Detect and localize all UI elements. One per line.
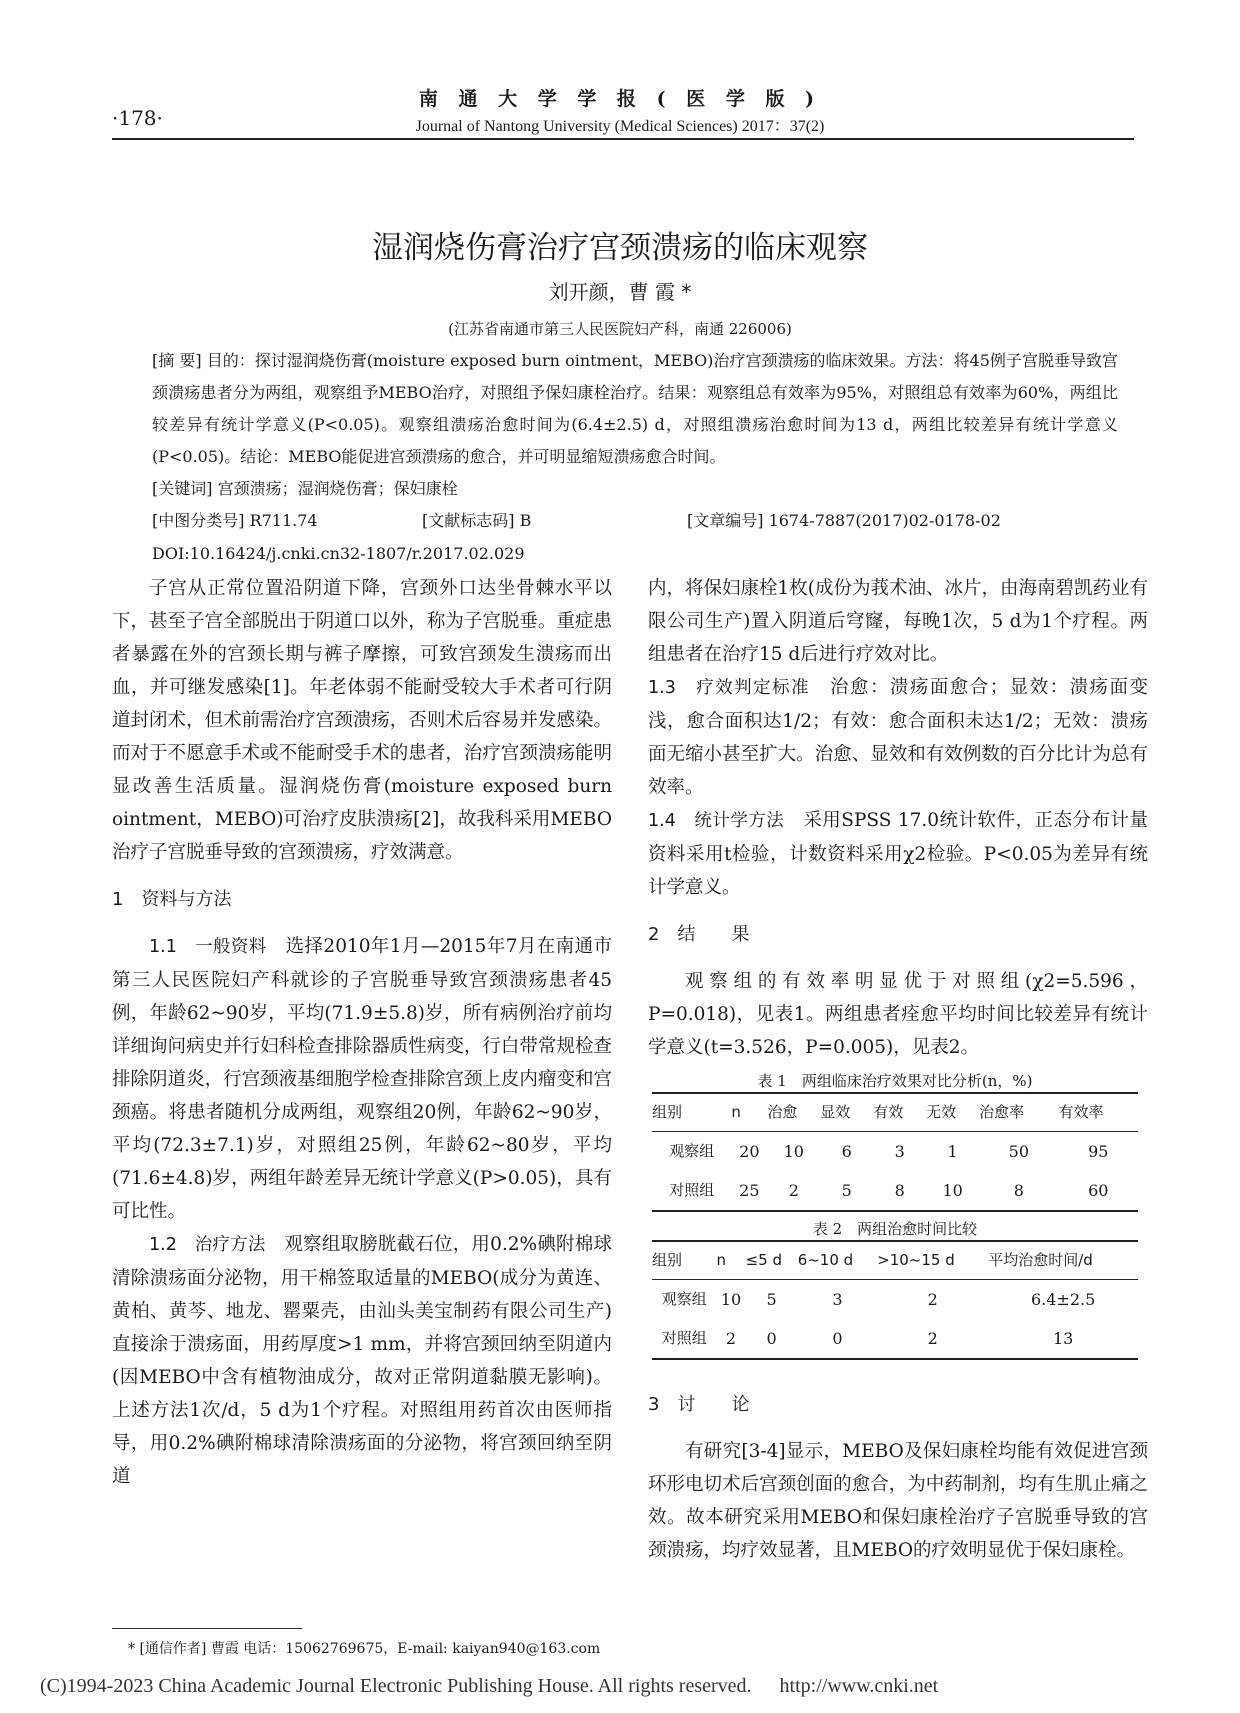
section-1-heading: 1 资料与方法 xyxy=(112,889,232,910)
table1-header-4: 有效 xyxy=(873,1093,926,1132)
section-2-heading: 2 结 果 xyxy=(648,924,750,945)
table1-cell: 25 xyxy=(731,1171,767,1211)
section-1-1-text: 选择2010年1月—2015年7月在南通市第三人民医院妇产科就诊的子宫脱垂导致宫颈溃疡患者45例，年龄62~90岁，平均(71.9±5.8)岁，所有病例治疗前均详细询问病史并行妇科检查排除器质性病变，行白带常规检查排除阴道炎，行宫颈液基细胞学检查排除宫颈上皮内瘤变和宫颈癌。将患者随机分成两组，观察组20例，年龄62~90岁，平均(72.3±7.1)岁，对照组25例，年龄62~80岁，平均(71.6±4.8)岁，两组年龄差异无统计学意义(P>0.05)，具有可比性。 xyxy=(112,936,612,1222)
table-row xyxy=(652,1319,1138,1359)
section-1-1 xyxy=(112,930,612,1228)
table1-cell: 5 xyxy=(820,1171,873,1211)
table2-cell: 2 xyxy=(877,1319,988,1359)
journal-title-cn: 南 通 大 学 学 报 ( 医 学 版 ) xyxy=(418,88,822,110)
clc-number: [中图分类号] R711.74 xyxy=(152,511,318,530)
table-row xyxy=(652,1171,1138,1211)
table2-cell: 3 xyxy=(832,1290,843,1309)
table1-cell: 1 xyxy=(947,1142,958,1161)
header-rule xyxy=(112,138,1134,140)
corresponding-author-footnote: * [通信作者] 曹霞 电话：15062769675，E-mail: kaiyan940@163.com xyxy=(128,1641,601,1657)
footnote-rule xyxy=(112,1628,302,1629)
table1-header-7: 有效率 xyxy=(1059,1093,1138,1132)
table-2 xyxy=(652,1218,1138,1360)
table1-cell: 60 xyxy=(1059,1171,1138,1211)
table2-header-0: 组别 xyxy=(652,1241,716,1280)
table2-header-4: >10~15 d xyxy=(877,1241,988,1280)
table1-cell: 3 xyxy=(894,1142,905,1161)
table1-cell: 2 xyxy=(767,1171,820,1211)
article-title: 湿润烧伤膏治疗宫颈溃疡的临床观察 xyxy=(372,230,868,266)
article-affiliation: (江苏省南通市第三人民医院妇产科，南通 226006) xyxy=(448,320,792,338)
section-1-3-title: 1.3 疗效判定标准 xyxy=(648,678,811,698)
section-1-4-text: 采用SPSS 17.0统计软件，正态分布计量资料采用t检验，计数资料采用χ2检验。P<0.05为差异有统计学意义。 xyxy=(648,810,1148,898)
table-row xyxy=(652,1280,1138,1320)
section-1-2-title: 1.2 治疗方法 xyxy=(149,1235,266,1255)
left-column xyxy=(112,572,612,1493)
table1-cell: 95 xyxy=(1088,1142,1109,1161)
table-2-grid xyxy=(652,1240,1138,1360)
table1-cell: 对照组 xyxy=(652,1171,731,1211)
table1-cell: 20 xyxy=(739,1142,760,1161)
table-1-grid xyxy=(652,1092,1138,1212)
table2-cell: 对照组 xyxy=(652,1319,716,1359)
table-1 xyxy=(652,1070,1138,1212)
abstract: [摘 要] 目的：探讨湿润烧伤膏(moisture exposed burn ointment，MEBO)治疗宫颈溃疡的临床效果。方法：将45例子宫脱垂导致宫颈溃疡患者分为两组，观察组予MEBO治疗，对照组予保妇康栓治疗。结果：观察组总有效率为95%，对照组总有效率为60%，两组比较差异有统计学意义(P<0.05)。观察组溃疡治愈时间为(6.4±2.5) d，对照组溃疡治愈时间为13 d，两组比较差异有统计学意义(P<0.05)。结论：MEBO能促进宫颈溃疡的愈合，并可明显缩短溃疡愈合时间。 xyxy=(152,351,1118,466)
section-1-4-title: 1.4 统计学方法 xyxy=(648,811,785,831)
article-number: [文章编号] 1674-7887(2017)02-0178-02 xyxy=(687,511,1001,530)
section-1-4 xyxy=(648,804,1148,904)
table2-cell: 观察组 xyxy=(661,1290,707,1308)
table2-cell: 13 xyxy=(988,1319,1138,1359)
doi: DOI:10.16424/j.cnki.cn32-1807/r.2017.02.029 xyxy=(152,544,525,563)
table1-cell: 10 xyxy=(783,1142,804,1161)
table2-cell: 2 xyxy=(927,1290,938,1309)
table1-cell: 50 xyxy=(1008,1142,1029,1161)
section-1-2-continued: 内，将保妇康栓1枚(成份为莪术油、冰片，由海南碧凯药业有限公司生产)置入阴道后穹窿，每晚1次，5 d为1个疗程。两组患者在治疗15 d后进行疗效对比。 xyxy=(648,578,1148,665)
intro-paragraph: 子宫从正常位置沿阴道下降，宫颈外口达坐骨棘水平以下，甚至子宫全部脱出于阴道口以外，称为子宫脱垂。重症患者暴露在外的宫颈长期与裤子摩擦，可致宫颈发生溃疡而出血，并可继发感染[1]。年老体弱不能耐受较大手术者可行阴道封闭术，但术前需治疗宫颈溃疡，否则术后容易并发感染。而对于不愿意手术或不能耐受手术的患者，治疗宫颈溃疡能明显改善生活质量。湿润烧伤膏(moisture exposed burn ointment，MEBO)可治疗皮肤溃疡[2]，故我科采用MEBO治疗子宫脱垂导致的宫颈溃疡，疗效满意。 xyxy=(112,578,612,863)
table1-cell: 8 xyxy=(873,1171,926,1211)
table1-cell: 10 xyxy=(926,1171,979,1211)
table1-header-5: 无效 xyxy=(926,1093,979,1132)
table1-cell: 8 xyxy=(979,1171,1058,1211)
journal-title-en: Journal of Nantong University (Medical Sciences) 2017：37(2) xyxy=(415,118,825,135)
page-number: ·178· xyxy=(112,106,163,130)
section-3-text: 有研究[3-4]显示，MEBO及保妇康栓均能有效促进宫颈环形电切术后宫颈创面的愈合，为中药制剂，均有生肌止痛之效。故本研究采用MEBO和保妇康栓治疗子宫脱垂导致的宫颈溃疡，均疗效显著，且MEBO的疗效明显优于保妇康栓。 xyxy=(648,1441,1148,1561)
table1-cell: 6 xyxy=(841,1142,852,1161)
table-1-caption: 表 1 两组临床治疗效果对比分析(n，%) xyxy=(757,1072,1033,1090)
table1-header-3: 显效 xyxy=(820,1093,873,1132)
table2-header-3: 6~10 d xyxy=(798,1241,877,1280)
section-1-2 xyxy=(112,1228,612,1493)
table-row xyxy=(652,1132,1138,1172)
table1-header-1: n xyxy=(731,1093,767,1132)
section-1-1-title: 1.1 一般资料 xyxy=(149,937,267,957)
table2-header-1: n xyxy=(716,1241,745,1280)
document-code: [文献标志码] B xyxy=(422,511,532,530)
section-3-heading: 3 讨 论 xyxy=(648,1394,750,1415)
section-1-3-text: 治愈：溃疡面愈合；显效：溃疡面变浅，愈合面积达1/2；有效：愈合面积未达1/2；无效：溃疡面无缩小甚至扩大。治愈、显效和有效例数的百分比计为总有效率。 xyxy=(648,677,1148,798)
table1-header-0: 组别 xyxy=(652,1093,731,1132)
classification-row xyxy=(152,505,1118,537)
table2-cell: 0 xyxy=(746,1319,798,1359)
table1-header-6: 治愈率 xyxy=(979,1093,1058,1132)
article-authors: 刘开颜，曹 霞 * xyxy=(548,280,692,304)
table2-cell: 10 xyxy=(720,1290,742,1309)
table2-cell: 6.4±2.5 xyxy=(1030,1290,1096,1309)
copyright-line xyxy=(40,1675,938,1698)
cnki-link[interactable]: http://www.cnki.net xyxy=(779,1675,939,1697)
table2-cell: 0 xyxy=(798,1319,877,1359)
section-1-2-text: 观察组取膀胱截石位，用0.2%碘附棉球清除溃疡面分泌物，用干棉签取适量的MEBO(成分为黄连、黄柏、黄芩、地龙、罂粟壳，由汕头美宝制药有限公司生产)直接涂于溃疡面，用药厚度>1 mm，并将宫颈回纳至阴道内(因MEBO中含有植物油成分，故对正常阴道黏膜无影响)。上述方法1次/d，5 d为1个疗程。对照组用药首次由医师指导，用0.2%碘附棉球清除溃疡面的分泌物，将宫颈回纳至阴道 xyxy=(112,1234,612,1487)
table2-cell: 2 xyxy=(716,1319,745,1359)
copyright-text: (C)1994-2023 China Academic Journal Electronic Publishing House. All rights reserved. xyxy=(40,1675,752,1697)
table2-header-5: 平均治愈时间/d xyxy=(988,1241,1138,1280)
table2-cell: 5 xyxy=(766,1290,777,1309)
table-2-caption: 表 2 两组治愈时间比较 xyxy=(812,1220,978,1238)
table1-header-2: 治愈 xyxy=(767,1093,820,1132)
table2-header-2: ≤5 d xyxy=(746,1241,798,1280)
table1-cell: 观察组 xyxy=(669,1142,715,1160)
right-column xyxy=(648,572,1148,1567)
section-2-text: 观察组的有效率明显优于对照组(χ2=5.596，P=0.018)，见表1。两组患者痊愈平均时间比较差异有统计学意义(t=3.526，P=0.005)，见表2。 xyxy=(648,971,1148,1058)
keywords: [关键词] 宫颈溃疡；湿润烧伤膏；保妇康栓 xyxy=(152,479,458,498)
section-1-3 xyxy=(648,671,1148,804)
